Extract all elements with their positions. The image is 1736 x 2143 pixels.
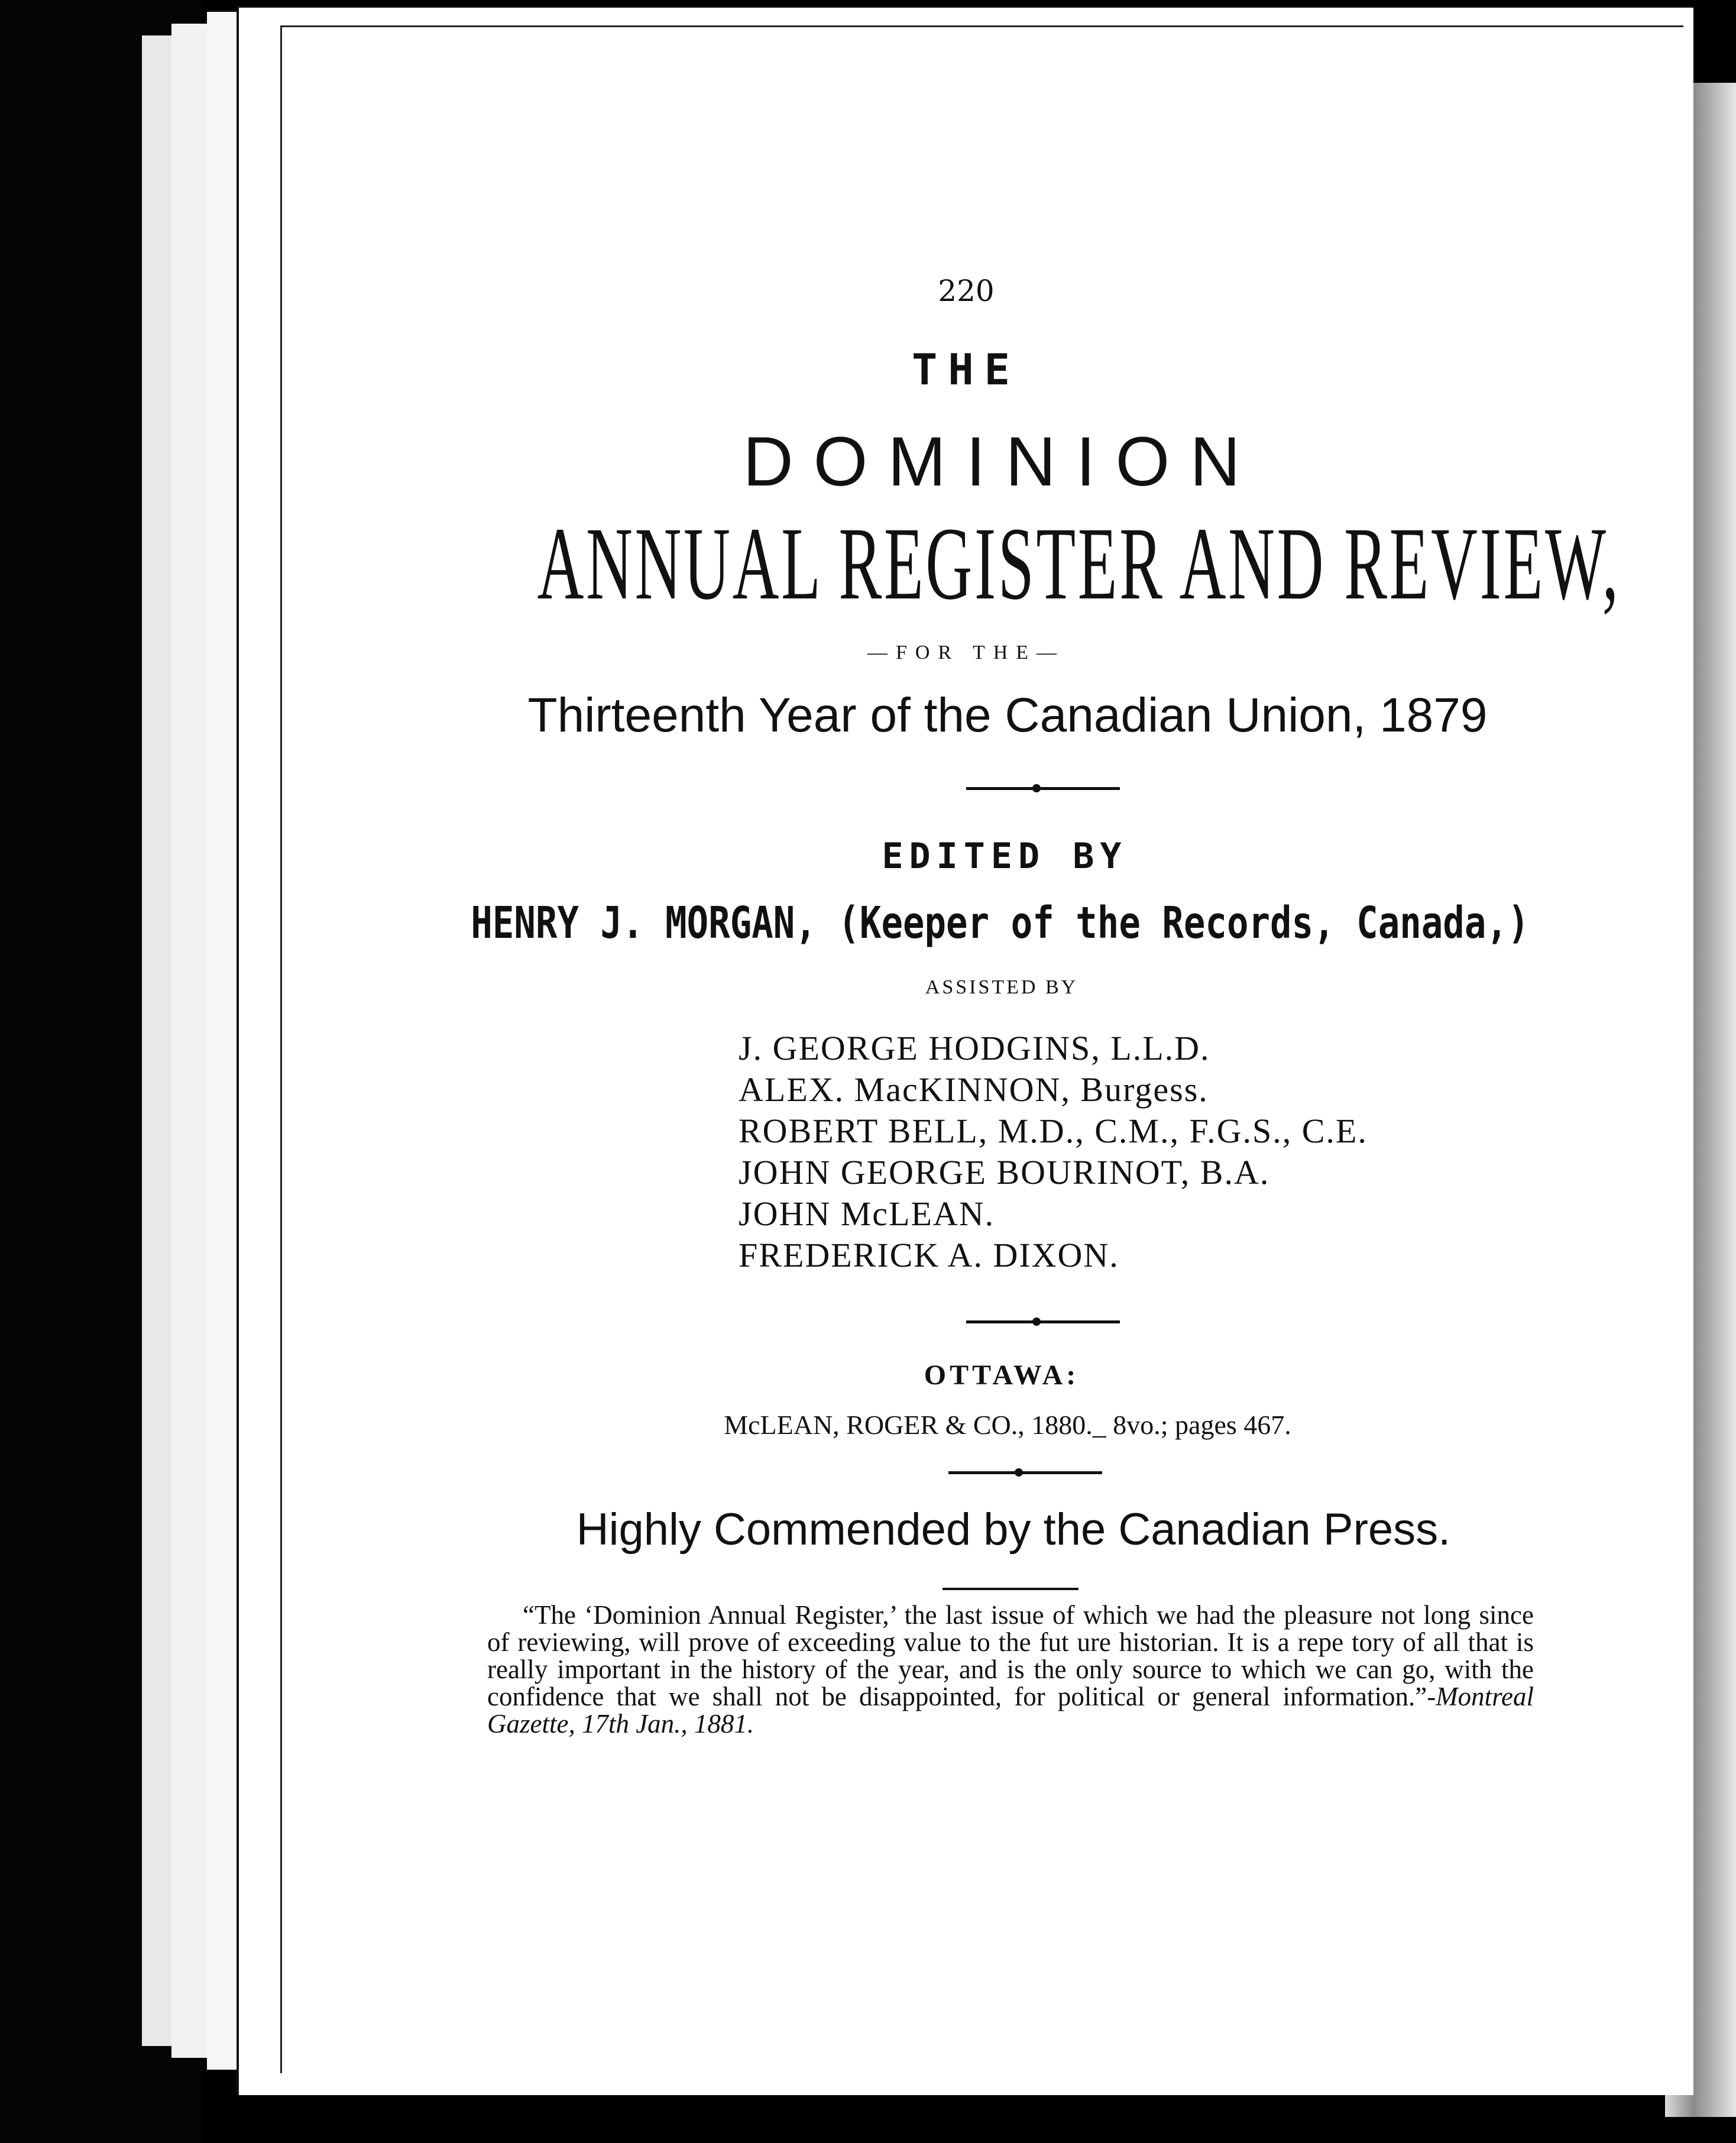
rule-dot <box>1032 1317 1041 1326</box>
imprint-place: OTTAWA: <box>924 1359 1080 1391</box>
title-the: THE <box>911 345 1021 394</box>
assistant-name: J. GEORGE HODGINS, L.L.D. <box>739 1029 1210 1067</box>
assistant-name: JOHN GEORGE BOURINOT, B.A. <box>739 1153 1270 1192</box>
press-quote <box>487 1601 1534 1737</box>
assisted-by-label: ASSISTED BY <box>925 976 1078 998</box>
subtitle: Thirteenth Year of the Canadian Union, 1879 <box>527 688 1488 742</box>
ornamental-rule <box>966 1320 1120 1323</box>
main-title: ANNUAL REGISTER AND REVIEW, <box>537 506 1621 621</box>
ornamental-rule <box>948 1471 1102 1474</box>
page-number: 220 <box>938 274 995 308</box>
rule-dot <box>1032 784 1041 792</box>
edited-by-label: EDITED BY <box>882 836 1128 877</box>
quote-text: “The ‘Dominion Annual Register,’ the last issue of which we had the pleasure not long since of reviewing, will prove of exceeding value to the fut ure historian. It is a repe tory of all that is really important in the history of the year, and is the only source to which we can go, with the confidence that we shall not be disappointed, for political or general information.” <box>487 1600 1534 1711</box>
imprint-publisher: McLEAN, ROGER & CO., 1880._ 8vo.; pages 467. <box>724 1410 1291 1440</box>
divider-rule <box>943 1588 1078 1590</box>
assistant-name: ALEX. MacKINNON, Burgess. <box>739 1070 1209 1109</box>
book-page <box>237 6 1693 2095</box>
editor-name: HENRY J. MORGAN, (Keeper of the Records, Canada,) <box>471 898 1530 949</box>
quote-attribution: -Montreal Gazette, 17th Jan., 1881. <box>487 1682 1534 1739</box>
assistant-name: JOHN McLEAN. <box>739 1194 995 1233</box>
assistant-name: FREDERICK A. DIXON. <box>739 1236 1119 1274</box>
title-dominion: DOMINION <box>743 423 1261 501</box>
assistant-name: ROBERT BELL, M.D., C.M., F.G.S., C.E. <box>739 1112 1368 1150</box>
rule-dot <box>1015 1468 1023 1477</box>
assistant-list <box>739 1028 1625 1276</box>
ornamental-rule <box>966 787 1120 790</box>
commended-heading: Highly Commended by the Canadian Press. <box>576 1504 1451 1555</box>
for-the-line: —FOR THE— <box>867 642 1065 663</box>
